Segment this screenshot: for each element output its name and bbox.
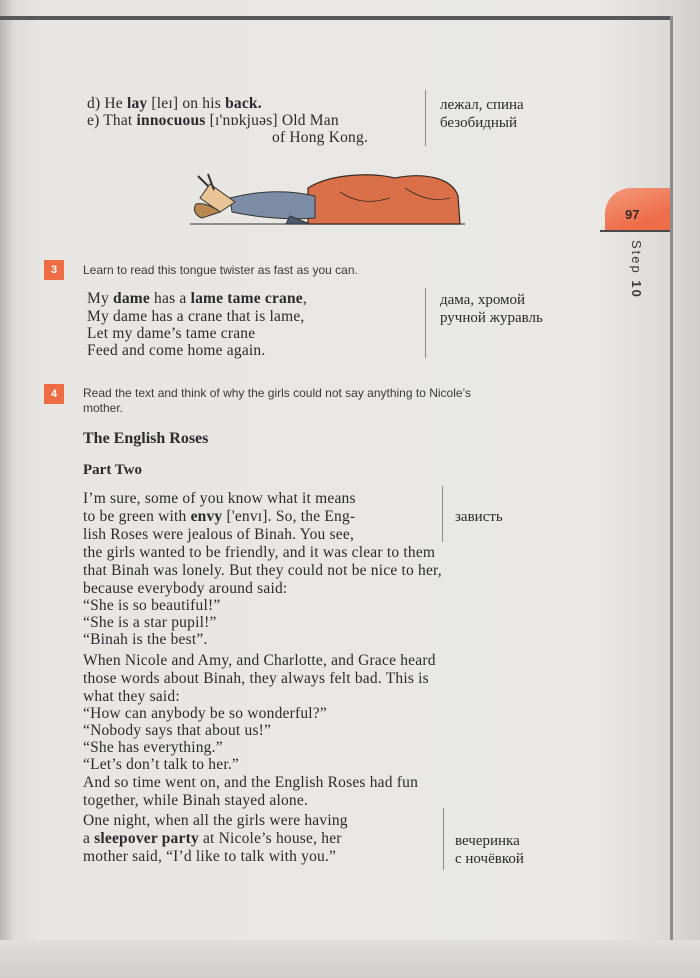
exercise-4-instruction-line-2: mother. (83, 401, 124, 415)
story-line: the girls wanted to be friendly, and it was clear to them (83, 544, 436, 561)
story-line: lish Roses were jealous of Binah. You see, (83, 526, 355, 543)
story-line: together, while Binah stayed alone. (83, 792, 309, 809)
tongue-twister-line-1: My dame has a lame tame crane, (87, 290, 307, 307)
story-quote: “She is a star pupil!” (83, 614, 217, 631)
man-lying-on-back-icon (190, 168, 470, 236)
vocab-line-d: d) He lay [leɪ] on his back. (87, 95, 262, 112)
envy-translation: зависть (455, 509, 503, 525)
story-quote: “She is so beautiful!” (83, 597, 221, 614)
page-number: 97 (625, 207, 640, 222)
step-label: Step 10 (629, 240, 644, 299)
story-quote: “Nobody says that about us!” (83, 722, 272, 739)
vocab-line-e: e) That innocuous [ɪ'nɒkjuəs] Old Man (87, 112, 339, 129)
story-line: I’m sure, some of you know what it means (83, 490, 356, 507)
story-line: And so time went on, and the English Roses had fun (83, 774, 419, 791)
exercise-3-instruction: Learn to read this tongue twister as fast as you can. (83, 263, 358, 277)
story-line: One night, when all the girls were having (83, 812, 348, 829)
exercise-3-translation-2: ручной журавль (440, 310, 543, 326)
story-line: mother said, “I’d like to talk with you.” (83, 848, 337, 865)
vocab-translation-1: лежал, спина (440, 97, 524, 113)
story-line: When Nicole and Amy, and Charlotte, and Grace heard (83, 652, 436, 669)
exercise-4-instruction-line-1: Read the text and think of why the girls could not say anything to Nicole’s (83, 386, 472, 400)
envy-divider (442, 486, 443, 542)
story-title: The English Roses (83, 430, 209, 447)
tab-underline (600, 230, 670, 232)
exercise-4-number: 4 (44, 384, 64, 404)
story-quote: “She has everything.” (83, 739, 223, 756)
exercise-3-translation-1: дама, хромой (440, 292, 526, 308)
story-line: because everybody around said: (83, 580, 288, 597)
tongue-twister-line-4: Feed and come home again. (87, 342, 266, 359)
story-part: Part Two (83, 462, 143, 478)
vocab-translation-2: безобидный (440, 115, 518, 131)
tongue-twister-line-3: Let my dame’s tame crane (87, 325, 256, 342)
vocab-line-e-continued: of Hong Kong. (272, 129, 369, 146)
story-quote: “Binah is the best”. (83, 631, 208, 648)
party-translation-1: вечеринка (455, 833, 520, 849)
story-line: what they said: (83, 688, 180, 705)
tongue-twister-line-2: My dame has a crane that is lame, (87, 308, 305, 325)
page-right-edge (670, 16, 673, 946)
vocab-divider (425, 90, 426, 146)
exercise-3-number: 3 (44, 260, 64, 280)
exercise-3-divider (425, 288, 426, 358)
story-line: those words about Binah, they always felt bad. This is (83, 670, 429, 687)
page-top-border (0, 16, 672, 20)
story-quote: “How can anybody be so wonderful?” (83, 705, 327, 722)
page-bottom-shade (0, 940, 700, 978)
story-line: a sleepover party at Nicole’s house, her (83, 830, 342, 847)
story-line: to be green with envy ['envɪ]. So, the Eng- (83, 508, 356, 525)
story-quote: “Let’s don’t talk to her.” (83, 756, 239, 773)
party-translation-2: с ночёвкой (455, 851, 524, 867)
party-divider (443, 808, 444, 870)
story-line: that Binah was lonely. But they could not be nice to her, (83, 562, 442, 579)
